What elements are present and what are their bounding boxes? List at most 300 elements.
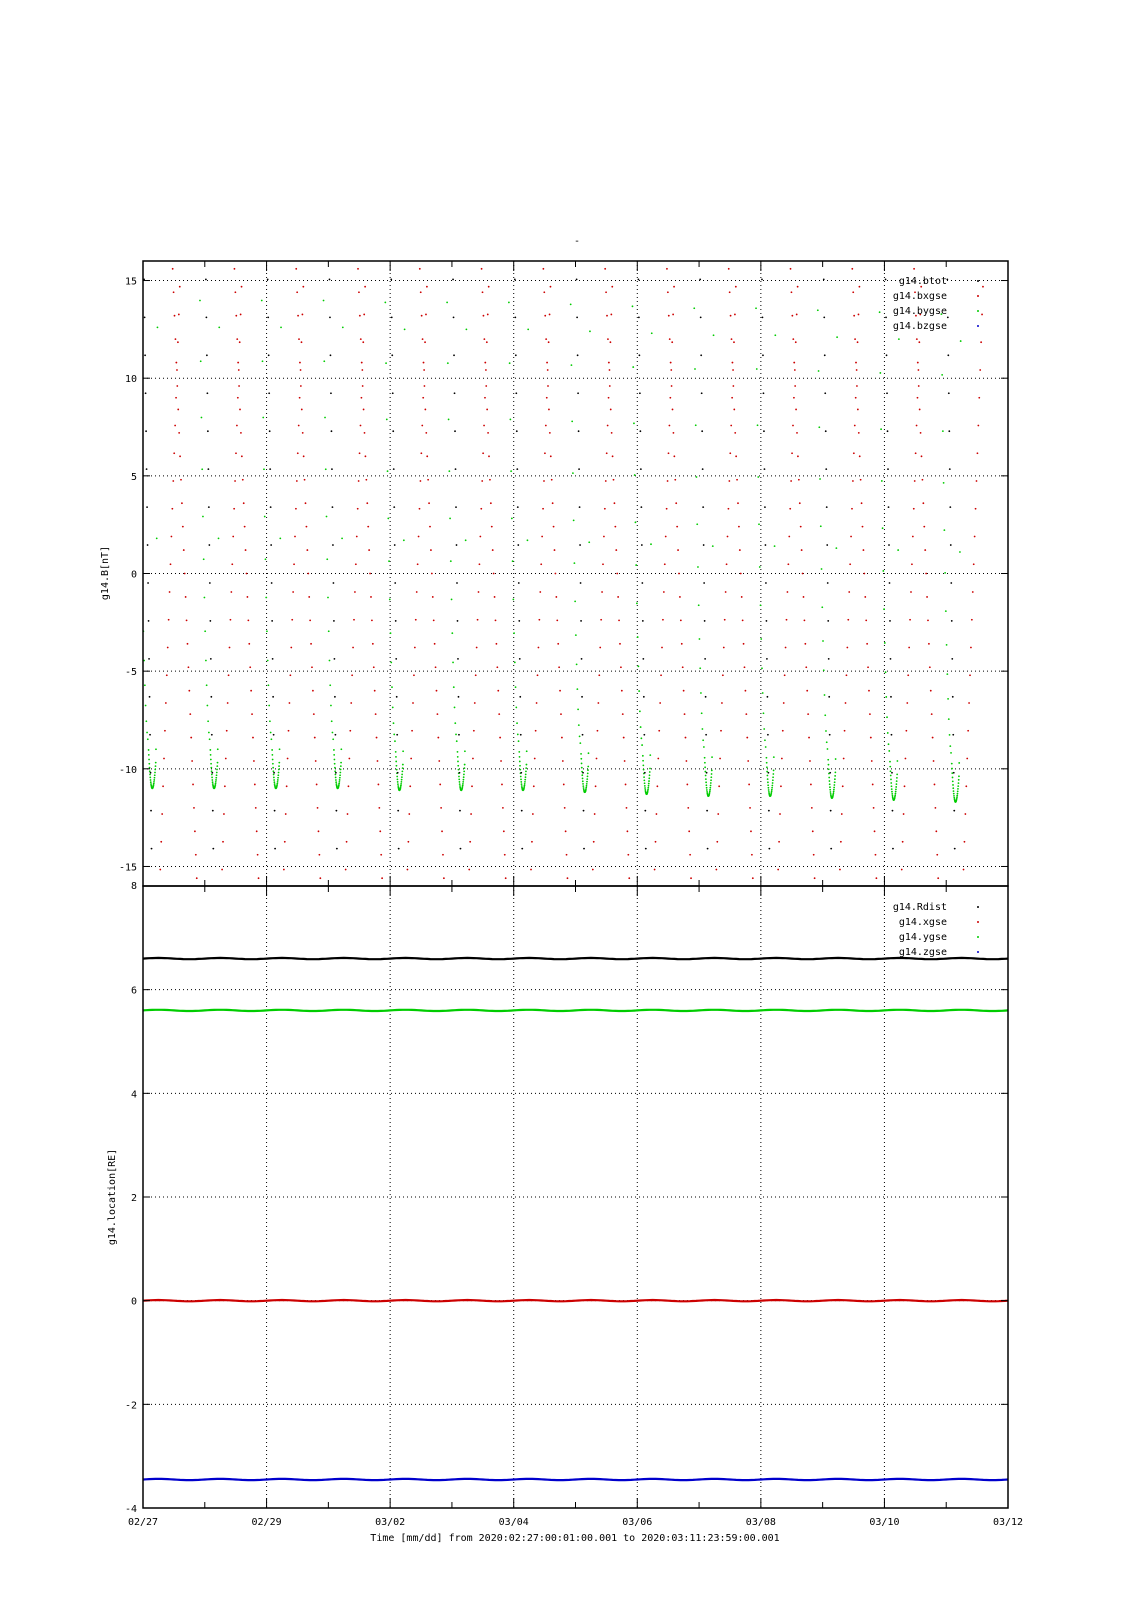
bygse-point [826, 741, 828, 743]
bygse-point [402, 750, 404, 752]
bxgse-point [928, 643, 930, 645]
bygse-point [384, 302, 386, 304]
bygse-point [956, 795, 958, 797]
bygse-point [710, 779, 712, 781]
bygse-point [952, 777, 954, 779]
btot-point [268, 392, 270, 394]
bxgse-point [914, 480, 916, 482]
bxgse-point [129, 760, 131, 762]
bygse-point [763, 728, 765, 730]
bxgse-point [723, 647, 725, 649]
bxgse-point [922, 479, 924, 481]
bxgse-point [557, 643, 559, 645]
bxgse-point [302, 432, 304, 434]
bygse-point [824, 714, 826, 716]
bxgse-point [621, 690, 623, 692]
bygse-point [327, 597, 329, 599]
bygse-point [704, 766, 706, 768]
btot-point [519, 658, 521, 660]
bygse-point [402, 764, 404, 766]
bxgse-point [186, 619, 188, 621]
bygse-point [580, 753, 582, 755]
bxgse-point [860, 479, 862, 481]
btot-point [825, 430, 827, 432]
bygse-point [155, 765, 157, 767]
btot-point [453, 316, 455, 318]
x-tick-label: 03/02 [375, 1517, 406, 1528]
bxgse-point [380, 854, 382, 856]
bxgse-point [911, 563, 913, 565]
bygse-point [587, 766, 589, 768]
btot-point [892, 810, 894, 812]
bxgse-point [726, 563, 728, 565]
btot-point [701, 430, 703, 432]
bxgse-point [673, 432, 675, 434]
bygse-point [702, 739, 704, 741]
bxgse-point [611, 286, 613, 288]
bygse-point [261, 300, 263, 302]
btot-point [210, 658, 212, 660]
btot-point [644, 810, 646, 812]
bxgse-point [318, 854, 320, 856]
bygse-point [644, 785, 646, 787]
bygse-point [264, 516, 266, 518]
bxgse-point [728, 268, 730, 270]
x-tick-label: 03/06 [622, 1517, 653, 1528]
bygse-point [709, 789, 711, 791]
btot-point [517, 506, 519, 508]
bygse-point [890, 782, 892, 784]
bxgse-point [195, 854, 197, 856]
bygse-point [155, 762, 157, 764]
bygse-point [216, 765, 218, 767]
bygse-point [210, 767, 212, 769]
bxgse-point [296, 480, 298, 482]
bxgse-point [605, 480, 607, 482]
bxgse-point [437, 737, 439, 739]
bxgse-point [187, 643, 189, 645]
bygse-point [898, 338, 900, 340]
btot-point [824, 354, 826, 356]
bygse-point [520, 781, 522, 783]
bxgse-point [239, 341, 241, 343]
bxgse-point [173, 452, 175, 454]
bxgse-point [667, 480, 669, 482]
bxgse-point [655, 841, 657, 843]
panel-location [107, 881, 1008, 1515]
panel2-ytick-label: 2 [130, 1193, 137, 1204]
bxgse-point [175, 362, 177, 364]
panel1-legend-marker [977, 310, 979, 312]
bxgse-point [735, 286, 737, 288]
bxgse-point [127, 690, 129, 692]
bxgse-point [846, 674, 848, 676]
bxgse-point [171, 536, 173, 538]
x-tick-label: 03/10 [869, 1517, 900, 1528]
btot-point [705, 696, 707, 698]
bxgse-point [715, 869, 717, 871]
bxgse-point [485, 385, 487, 387]
bygse-point [649, 771, 651, 773]
bxgse-point [430, 549, 432, 551]
panel2-grid [143, 886, 1008, 1508]
bxgse-point [625, 784, 627, 786]
bxgse-point [729, 291, 731, 293]
x-axis-label: Time [mm/dd] from 2020:02:27:00:01:00.001 to 2020:03:11:23:59:00.001 [370, 1533, 780, 1544]
btot-point [886, 392, 888, 394]
bygse-point [702, 728, 704, 730]
bxgse-point [607, 425, 609, 427]
bygse-point [822, 640, 824, 642]
bxgse-point [487, 314, 489, 316]
bxgse-point [472, 758, 474, 760]
bxgse-point [927, 619, 929, 621]
bxgse-point [851, 508, 853, 510]
bxgse-point [856, 385, 858, 387]
bxgse-point [612, 455, 614, 457]
bxgse-point [910, 591, 912, 593]
bygse-point [393, 734, 395, 736]
bygse-point [203, 558, 205, 560]
bxgse-point [935, 830, 937, 832]
bygse-point [527, 539, 529, 541]
bxgse-point [564, 807, 566, 809]
bxgse-point [175, 397, 177, 399]
bygse-point [576, 688, 578, 690]
bygse-point [891, 788, 893, 790]
bxgse-point [353, 619, 355, 621]
bxgse-point [305, 502, 307, 504]
bygse-point [700, 692, 702, 694]
bxgse-point [666, 508, 668, 510]
bxgse-point [287, 758, 289, 760]
bxgse-point [532, 813, 534, 815]
bxgse-point [424, 341, 426, 343]
bxgse-point [932, 737, 934, 739]
bygse-point [329, 660, 331, 662]
bxgse-point [433, 619, 435, 621]
bxgse-point [796, 314, 798, 316]
bxgse-point [683, 690, 685, 692]
bygse-point [576, 663, 578, 665]
bygse-point [277, 779, 279, 781]
btot-point [267, 316, 269, 318]
bygse-point [828, 777, 830, 779]
x-axis-ticks [128, 261, 1023, 1528]
bxgse-point [227, 702, 229, 704]
bygse-point [210, 759, 212, 761]
bxgse-point [658, 730, 660, 732]
bxgse-point [249, 666, 251, 668]
bxgse-point [866, 643, 868, 645]
bxgse-point [191, 760, 193, 762]
bxgse-point [609, 385, 611, 387]
bxgse-point [367, 526, 369, 528]
bxgse-point [622, 713, 624, 715]
bxgse-point [790, 268, 792, 270]
bygse-point [765, 746, 767, 748]
bygse-point [154, 769, 156, 771]
bxgse-point [240, 432, 242, 434]
btot-point [455, 468, 457, 470]
btot-point [515, 392, 517, 394]
bxgse-point [842, 785, 844, 787]
bygse-point [519, 756, 521, 758]
bygse-point [948, 718, 950, 720]
bxgse-point [481, 480, 483, 482]
btot-point [392, 392, 394, 394]
bygse-point [148, 749, 150, 751]
panel2-legend-label: g14.xgse [898, 917, 947, 928]
bygse-point [891, 785, 893, 787]
btot-point [211, 734, 213, 736]
bygse-point [947, 698, 949, 700]
bxgse-point [734, 432, 736, 434]
bygse-point [526, 750, 528, 752]
bygse-point [632, 305, 634, 307]
bxgse-point [486, 341, 488, 343]
bygse-point [527, 328, 529, 330]
panel-magnetic-field [100, 261, 1008, 887]
bygse-point [880, 428, 882, 430]
bygse-point [451, 599, 453, 601]
panel1-legend-label: g14.bzgse [892, 321, 947, 332]
bygse-point [712, 545, 714, 547]
bxgse-point [350, 702, 352, 704]
bxgse-point [178, 314, 180, 316]
bxgse-point [610, 409, 612, 411]
x-tick-label: 03/04 [498, 1517, 529, 1528]
bxgse-point [550, 455, 552, 457]
bxgse-point [312, 690, 314, 692]
bygse-point [648, 777, 650, 779]
btot-point [393, 468, 395, 470]
bxgse-point [159, 869, 161, 871]
bygse-point [957, 785, 959, 787]
bxgse-point [318, 830, 320, 832]
btot-point [146, 506, 148, 508]
bxgse-point [422, 397, 424, 399]
bxgse-point [237, 362, 239, 364]
btot-point [396, 734, 398, 736]
bygse-point [145, 705, 147, 707]
series-zgse-line [143, 1479, 1008, 1480]
bxgse-point [902, 841, 904, 843]
bygse-point [709, 791, 711, 793]
bxgse-point [804, 619, 806, 621]
bxgse-point [418, 536, 420, 538]
bxgse-point [290, 647, 292, 649]
panel1-legend-label: g14.bxgse [892, 291, 947, 302]
bxgse-point [732, 385, 734, 387]
bxgse-point [300, 369, 302, 371]
bygse-point [329, 684, 331, 686]
bygse-point [216, 769, 218, 771]
bygse-point [519, 765, 521, 767]
bygse-point [581, 763, 583, 765]
bygse-point [644, 782, 646, 784]
bxgse-point [973, 563, 975, 565]
bygse-point [886, 716, 888, 718]
bxgse-point [742, 619, 744, 621]
bxgse-point [810, 784, 812, 786]
bxgse-point [307, 573, 309, 575]
bxgse-point [253, 760, 255, 762]
bxgse-point [614, 526, 616, 528]
bygse-point [820, 525, 822, 527]
bxgse-point [479, 536, 481, 538]
bxgse-point [172, 480, 174, 482]
bxgse-point [160, 841, 162, 843]
bxgse-point [599, 647, 601, 649]
btot-point [891, 734, 893, 736]
panel1-ytick-label: -15 [118, 862, 137, 874]
bygse-point [149, 777, 151, 779]
bxgse-point [558, 666, 560, 668]
bxgse-point [784, 674, 786, 676]
bygse-point [323, 360, 325, 362]
btot-point [579, 506, 581, 508]
bxgse-point [783, 702, 785, 704]
bygse-point [211, 779, 213, 781]
bxgse-point [965, 785, 967, 787]
bygse-point [397, 785, 399, 787]
bygse-point [944, 572, 946, 574]
bygse-point [586, 778, 588, 780]
panel2-ticks [125, 881, 1008, 1515]
bygse-point [821, 568, 823, 570]
panel1-ytick-label: -5 [124, 667, 137, 679]
btot-point [766, 620, 768, 622]
bygse-point [268, 684, 270, 686]
bxgse-point [969, 674, 971, 676]
bygse-point [821, 606, 823, 608]
bygse-point [516, 722, 518, 724]
bxgse-point [479, 563, 481, 565]
bygse-point [279, 537, 281, 539]
bxgse-point [628, 877, 630, 879]
bxgse-point [870, 737, 872, 739]
btot-point [765, 582, 767, 584]
bygse-point [204, 597, 206, 599]
bygse-point [952, 780, 954, 782]
bygse-point [272, 759, 274, 761]
bxgse-point [232, 536, 234, 538]
bygse-point [146, 732, 148, 734]
bygse-point [510, 470, 512, 472]
btot-point [335, 810, 337, 812]
bygse-point [897, 549, 899, 551]
bxgse-point [484, 362, 486, 364]
bygse-point [949, 734, 951, 736]
bygse-point [581, 774, 583, 776]
bygse-point [450, 560, 452, 562]
bxgse-point [308, 596, 310, 598]
btot-point [823, 316, 825, 318]
bygse-point [699, 667, 701, 669]
bxgse-point [113, 338, 115, 340]
bxgse-point [716, 841, 718, 843]
bxgse-point [304, 479, 306, 481]
btot-point [638, 316, 640, 318]
bxgse-point [439, 784, 441, 786]
bxgse-point [781, 758, 783, 760]
bxgse-point [934, 784, 936, 786]
bygse-point [953, 797, 955, 799]
btot-point [396, 696, 398, 698]
bxgse-point [778, 841, 780, 843]
bygse-point [520, 776, 522, 778]
btot-point [763, 430, 765, 432]
bxgse-point [134, 877, 136, 879]
bxgse-point [856, 369, 858, 371]
bygse-point [216, 772, 218, 774]
bygse-point [887, 732, 889, 734]
bygse-point [573, 562, 575, 564]
bxgse-point [671, 385, 673, 387]
bygse-point [951, 763, 953, 765]
bygse-point [587, 775, 589, 777]
bygse-point [647, 787, 649, 789]
bxgse-point [245, 549, 247, 551]
bxgse-point [867, 666, 869, 668]
btot-point [950, 582, 952, 584]
bxgse-point [536, 702, 538, 704]
bxgse-point [668, 315, 670, 317]
bxgse-point [500, 760, 502, 762]
btot-point [270, 544, 272, 546]
btot-point [270, 506, 272, 508]
bygse-point [202, 516, 204, 518]
btot-point [829, 772, 831, 774]
btot-point [208, 506, 210, 508]
bygse-point [884, 642, 886, 644]
bxgse-point [471, 785, 473, 787]
bxgse-point [719, 758, 721, 760]
bygse-point [211, 774, 213, 776]
bxgse-point [620, 666, 622, 668]
bygse-point [340, 765, 342, 767]
bxgse-point [796, 432, 798, 434]
bxgse-point [964, 841, 966, 843]
bxgse-point [542, 508, 544, 510]
bygse-point [771, 787, 773, 789]
btot-point [145, 392, 147, 394]
bxgse-point [426, 286, 428, 288]
panel1-ytick-label: 5 [130, 471, 137, 483]
bxgse-point [667, 291, 669, 293]
bxgse-point [238, 385, 240, 387]
bxgse-point [349, 730, 351, 732]
bygse-point [140, 468, 142, 470]
bygse-point [835, 547, 837, 549]
bxgse-point [346, 841, 348, 843]
bxgse-point [365, 479, 367, 481]
btot-point [458, 734, 460, 736]
bxgse-point [728, 480, 730, 482]
bxgse-point [563, 784, 565, 786]
bxgse-point [793, 397, 795, 399]
bxgse-point [626, 807, 628, 809]
bxgse-point [229, 647, 231, 649]
bxgse-point [794, 385, 796, 387]
bxgse-point [611, 432, 613, 434]
bxgse-point [854, 425, 856, 427]
bxgse-point [421, 315, 423, 317]
bygse-point [452, 662, 454, 664]
bxgse-point [194, 830, 196, 832]
bxgse-point [188, 690, 190, 692]
